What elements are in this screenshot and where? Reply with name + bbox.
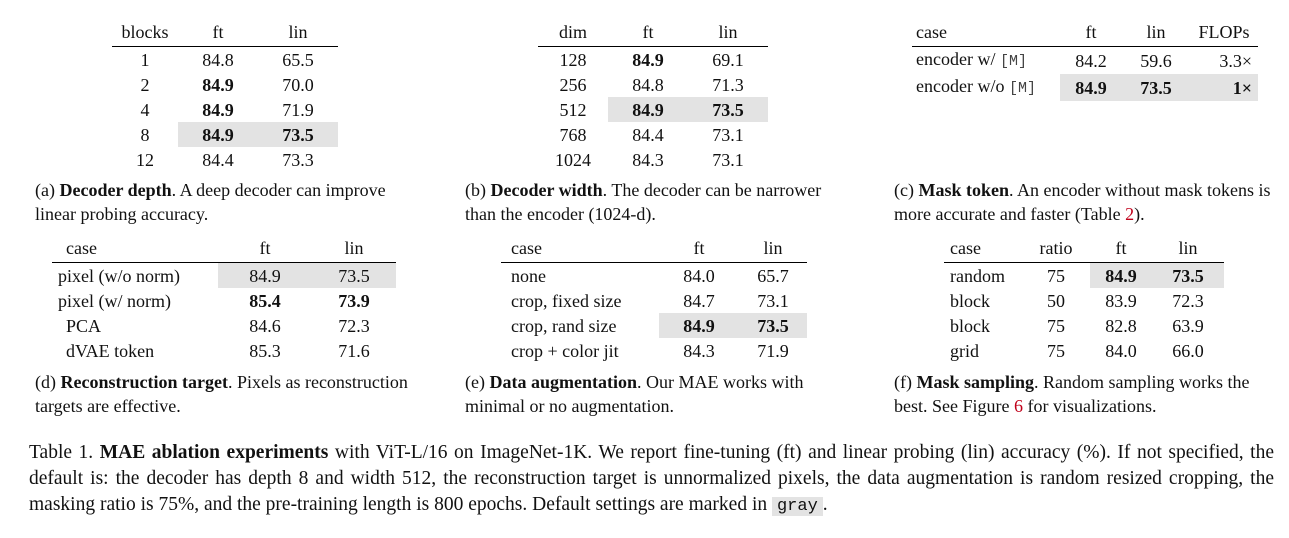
col-header-lin: lin [763,238,783,258]
case-label: encoder w/o [916,76,1005,96]
col-header-ft: ft [693,238,705,258]
table-reference-link[interactable]: 2 [1125,204,1135,224]
cell-lin: 72.3 [1172,290,1204,311]
table-row-default [538,97,768,122]
cell-lin: 73.5 [312,263,396,289]
main-caption-title: MAE ablation experiments [99,442,329,463]
table-row-default [944,263,1224,289]
cell-lin: 70.0 [282,74,314,95]
col-header-lin: lin [344,238,364,258]
cell-lin: 69.1 [712,49,744,70]
cell-ft: 84.9 [608,97,688,122]
col-header-case: case [511,238,542,258]
col-header-blocks: blocks [121,22,169,42]
caption-title: Decoder width [490,180,603,200]
caption-title: Mask sampling [916,372,1035,392]
caption-text: . Our MAE works with minimal or no augmentation. [465,372,804,416]
cell-ft: 84.3 [683,340,715,361]
figure-reference-link[interactable]: 6 [1013,396,1023,416]
table-row [538,147,768,172]
cell-ft: 82.8 [1105,315,1137,336]
mask-token-label: [M] [1008,80,1036,97]
cell-ft: 84.9 [1060,74,1122,101]
cell-ft: 84.3 [632,149,664,170]
caption-f [894,370,1274,418]
cell-case: block [950,290,990,311]
cell-dim: 1024 [555,149,591,170]
cell-lin: 71.3 [712,74,744,95]
table-row [912,47,1258,75]
col-header-flops: FLOPs [1198,22,1250,42]
cell-lin: 73.5 [739,313,807,338]
cell-lin: 73.1 [712,149,744,170]
cell-lin: 71.6 [338,340,370,361]
cell-case: grid [950,340,979,361]
mask-token-label: [M] [999,53,1027,70]
cell-case: PCA [66,315,102,336]
main-caption-end: . [822,494,828,515]
cell-lin: 73.5 [258,122,338,147]
cell-ft: 84.9 [218,263,312,289]
cell-lin: 73.3 [282,149,314,170]
caption-a [35,178,415,226]
cell-blocks: 8 [140,124,150,145]
caption-prefix: (b) [465,180,486,200]
table-row [52,338,396,363]
caption-prefix: (e) [465,372,485,392]
caption-b [465,178,845,226]
caption-prefix: (a) [35,180,55,200]
cell-lin: 73.5 [1122,74,1190,101]
cell-ft: 84.0 [1105,340,1137,361]
cell-ft: 84.0 [683,265,715,286]
table-row [501,263,807,289]
cell-lin: 73.1 [757,290,789,311]
table-b [538,20,768,172]
caption-title: Reconstruction target [60,372,228,392]
cell-lin: 72.3 [338,315,370,336]
cell-blocks: 12 [136,149,154,170]
table-e [501,236,807,363]
col-header-lin: lin [1146,22,1166,42]
col-header-lin: lin [288,22,308,42]
cell-ft: 84.9 [1090,263,1152,289]
caption-c [894,178,1274,226]
cell-ft: 84.9 [202,99,234,120]
cell-ft: 83.9 [1105,290,1137,311]
table-row-default [112,122,338,147]
table-row-default [912,74,1258,101]
cell-ft: 84.9 [202,74,234,95]
table-row [501,338,807,363]
table-a [112,20,338,172]
caption-text: . Pixels as reconstruction targets are effective. [35,372,408,416]
cell-blocks: 4 [140,99,150,120]
caption-prefix: (c) [894,180,914,200]
col-header-ft: ft [1115,238,1127,258]
caption-text: . Random sampling works the best. See Figure [894,372,1250,416]
main-caption-label: Table 1. [29,442,94,463]
col-header-case: case [950,238,981,258]
cell-case: crop, rand size [511,315,617,336]
cell-lin: 73.5 [1152,263,1224,289]
caption-title: Decoder depth [59,180,172,200]
caption-title: Data augmentation [489,372,637,392]
cell-flops: 3.3× [1219,50,1252,71]
table-row [112,147,338,172]
cell-ratio: 75 [1047,315,1065,336]
cell-ft: 84.8 [632,74,664,95]
table-row [112,72,338,97]
cell-lin: 73.1 [712,124,744,145]
cell-blocks: 2 [140,74,150,95]
table-row [538,72,768,97]
cell-case [912,47,1060,75]
cell-ft: 84.9 [659,313,739,338]
cell-lin: 59.6 [1140,50,1172,71]
table-row [112,47,338,73]
table-d [52,236,396,363]
cell-case: dVAE token [66,340,155,361]
col-header-case: case [66,238,97,258]
cell-ft: 84.8 [202,49,234,70]
cell-dim: 128 [559,49,587,70]
cell-ratio: 75 [1047,340,1065,361]
cell-ratio: 50 [1047,290,1065,311]
cell-case [912,74,1060,101]
cell-lin: 71.9 [757,340,789,361]
caption-title: Mask token [918,180,1009,200]
cell-dim: 256 [559,74,587,95]
caption-text: . The decoder can be narrower than the encoder (1024-d). [465,180,822,224]
caption-prefix: (f) [894,372,912,392]
cell-ft: 85.3 [249,340,281,361]
table-row [52,313,396,338]
table-row-default [52,263,396,289]
cell-lin: 63.9 [1172,315,1204,336]
gray-marker: gray [772,497,823,516]
col-header-ratio: ratio [1039,238,1073,258]
table-f [944,236,1224,363]
cell-ft: 84.9 [178,122,258,147]
cell-case: block [950,315,990,336]
cell-ft: 84.7 [683,290,715,311]
cell-case: pixel (w/o norm) [58,265,180,286]
col-header-ft: ft [1085,22,1097,42]
col-header-dim: dim [558,22,587,42]
caption-e [465,370,855,418]
caption-text: . A deep decoder can improve linear probing accuracy. [35,180,386,224]
cell-case: none [511,265,546,286]
table-row [944,288,1224,313]
cell-lin: 65.5 [282,49,314,70]
col-header-ft: ft [212,22,224,42]
main-caption-text: with ViT-L/16 on ImageNet-1K. We report fine-tuning (ft) and linear probing (lin) accuracy (%). If not specified, the default is: the decoder has depth 8 and width 512, the reconstruction target is unnormalized pixels, the data augmentation is random resized cropping, the masking ratio is 75%, and the pre-training length is 800 epochs. Default settings are marked in [29,442,1275,515]
table-row [52,288,396,313]
cell-ft: 84.9 [632,49,664,70]
table-row [944,338,1224,363]
caption-end: for visualizations. [1022,396,1157,416]
col-header-ft: ft [259,238,271,258]
cell-lin: 66.0 [1172,340,1204,361]
cell-lin: 73.9 [338,290,370,311]
cell-ft: 84.4 [632,124,664,145]
cell-ft: 85.4 [249,290,281,311]
caption-prefix: (d) [35,372,56,392]
col-header-case: case [916,22,947,42]
table-row [538,122,768,147]
table-row [944,313,1224,338]
caption-d [35,370,415,418]
cell-dim: 512 [559,99,587,120]
table-c [912,20,1258,101]
table-row [538,47,768,73]
cell-ft: 84.6 [249,315,281,336]
cell-case: random [950,265,1005,286]
cell-blocks: 1 [140,49,150,70]
case-label: encoder w/ [916,49,996,69]
cell-ratio: 75 [1047,265,1065,286]
cell-lin: 73.5 [688,97,768,122]
table-row-default [501,313,807,338]
caption-end: ). [1134,204,1145,224]
cell-dim: 768 [559,124,587,145]
cell-case: pixel (w/ norm) [58,290,171,311]
table-row [501,288,807,313]
cell-flops: 1× [1190,74,1258,101]
cell-case: crop + color jit [511,340,619,361]
table-main-caption [29,440,1274,520]
cell-ft: 84.4 [202,149,234,170]
cell-lin: 65.7 [757,265,789,286]
caption-text: . An encoder without mask tokens is more accurate and faster (Table [894,180,1271,224]
cell-ft: 84.2 [1075,50,1107,71]
col-header-ft: ft [642,22,654,42]
cell-lin: 71.9 [282,99,314,120]
cell-case: crop, fixed size [511,290,622,311]
table-row [112,97,338,122]
col-header-lin: lin [1178,238,1198,258]
col-header-lin: lin [718,22,738,42]
